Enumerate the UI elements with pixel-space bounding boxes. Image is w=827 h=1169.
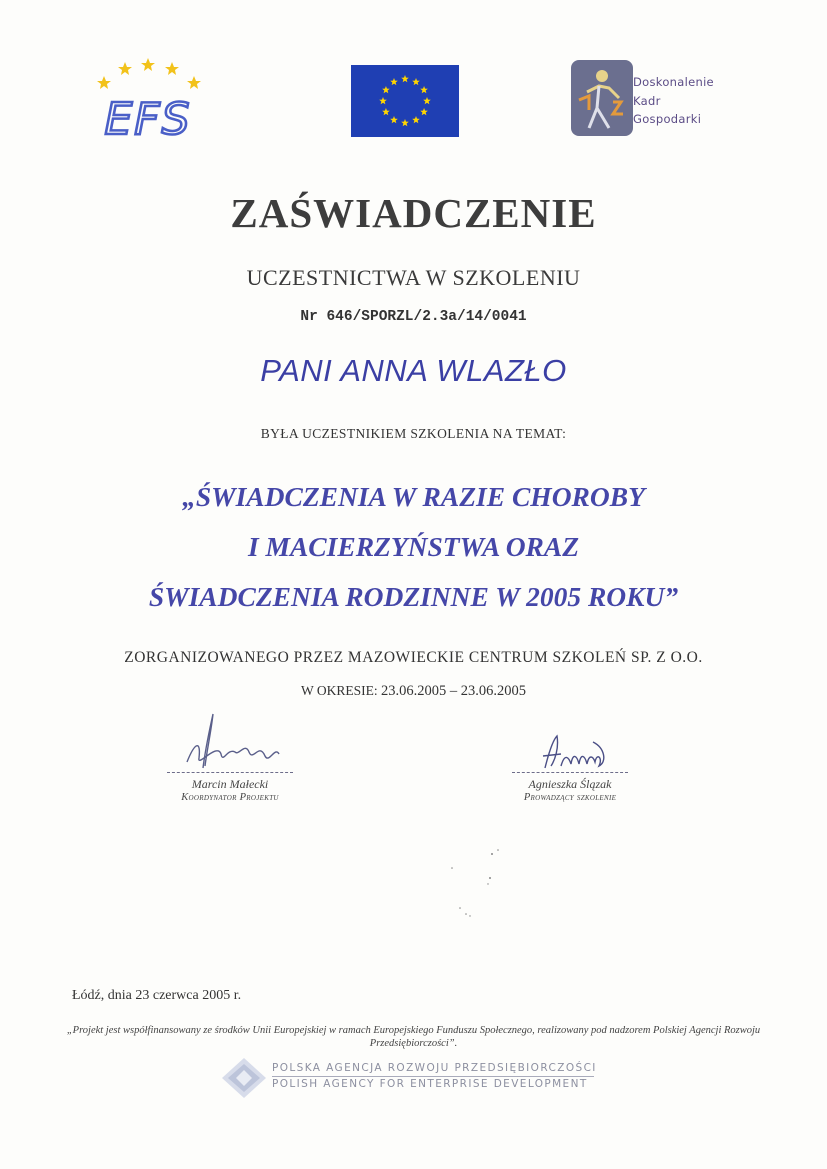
signer-role-right: Prowadzący szkolenie <box>523 792 617 803</box>
dkg-logo-icon <box>569 58 635 138</box>
period-label: W OKRESIE: <box>301 683 378 698</box>
recipient-name: PANI ANNA WLAZŁO <box>260 353 567 388</box>
parp-line-en: POLISH AGENCY FOR ENTERPRISE DEVELOPMENT <box>272 1078 588 1090</box>
certificate-number: Nr 646/SPORZL/2.3a/14/0041 <box>300 309 527 325</box>
dkg-logo-text <box>633 73 714 129</box>
signer-role-left: Koordynator Projektu <box>181 792 279 803</box>
topic-line: I MACIERZYŃSTWA ORAZ <box>247 531 580 562</box>
parp-logo-text <box>272 1062 597 1091</box>
certificate-title: ZAŚWIADCZENIE <box>230 190 597 236</box>
period-dates: 23.06.2005 – 23.06.2005 <box>381 683 526 699</box>
efs-logo <box>88 56 210 140</box>
eu-flag-icon <box>351 65 459 137</box>
signature-left <box>140 702 320 803</box>
training-period <box>0 683 827 700</box>
training-topic <box>0 472 827 622</box>
intro-text: BYŁA UCZESTNIKIEM SZKOLENIA NA TEMAT: <box>260 426 567 441</box>
scan-specks <box>440 840 520 930</box>
signature-scribble-right <box>515 728 625 772</box>
signature-scribble-left <box>165 702 295 772</box>
signature-line <box>512 772 628 773</box>
parp-divider <box>272 1076 594 1077</box>
parp-logo-icon <box>220 1056 268 1100</box>
signer-name-right: Agnieszka Ślązak <box>528 777 612 791</box>
funding-note: „Projekt jest współfinansowany ze środków Unii Europejskiej w ramach Europejskiego Funduszu Społecznego, realizowany pod nadzorem Polskiej Agencji Rozwoju Przedsiębiorczości”. <box>66 1025 761 1049</box>
dkg-line: Doskonalenie <box>633 75 714 89</box>
signature-line <box>167 772 293 773</box>
parp-line-pl: POLSKA AGENCJA ROZWOJU PRZEDSIĘBIORCZOŚCI <box>272 1062 597 1074</box>
certificate-subtitle: UCZESTNICTWA W SZKOLENIU <box>246 265 581 290</box>
dkg-line: Kadr <box>633 93 661 108</box>
place-and-date: Łódź, dnia 23 czerwca 2005 r. <box>72 988 242 1003</box>
efs-stars-icon <box>97 58 201 89</box>
topic-line: ŚWIADCZENIA RODZINNE W 2005 ROKU” <box>148 581 679 612</box>
efs-wordmark: EFS <box>104 94 192 140</box>
topic-line: „ŚWIADCZENIA W RAZIE CHOROBY <box>182 481 645 512</box>
dkg-line: Gospodarki <box>633 112 702 126</box>
signature-right <box>480 728 660 803</box>
signer-name-left: Marcin Małecki <box>191 777 269 791</box>
organizer-text: ZORGANIZOWANEGO PRZEZ MAZOWIECKIE CENTRUM SZKOLEŃ SP. Z O.O. <box>124 649 703 666</box>
